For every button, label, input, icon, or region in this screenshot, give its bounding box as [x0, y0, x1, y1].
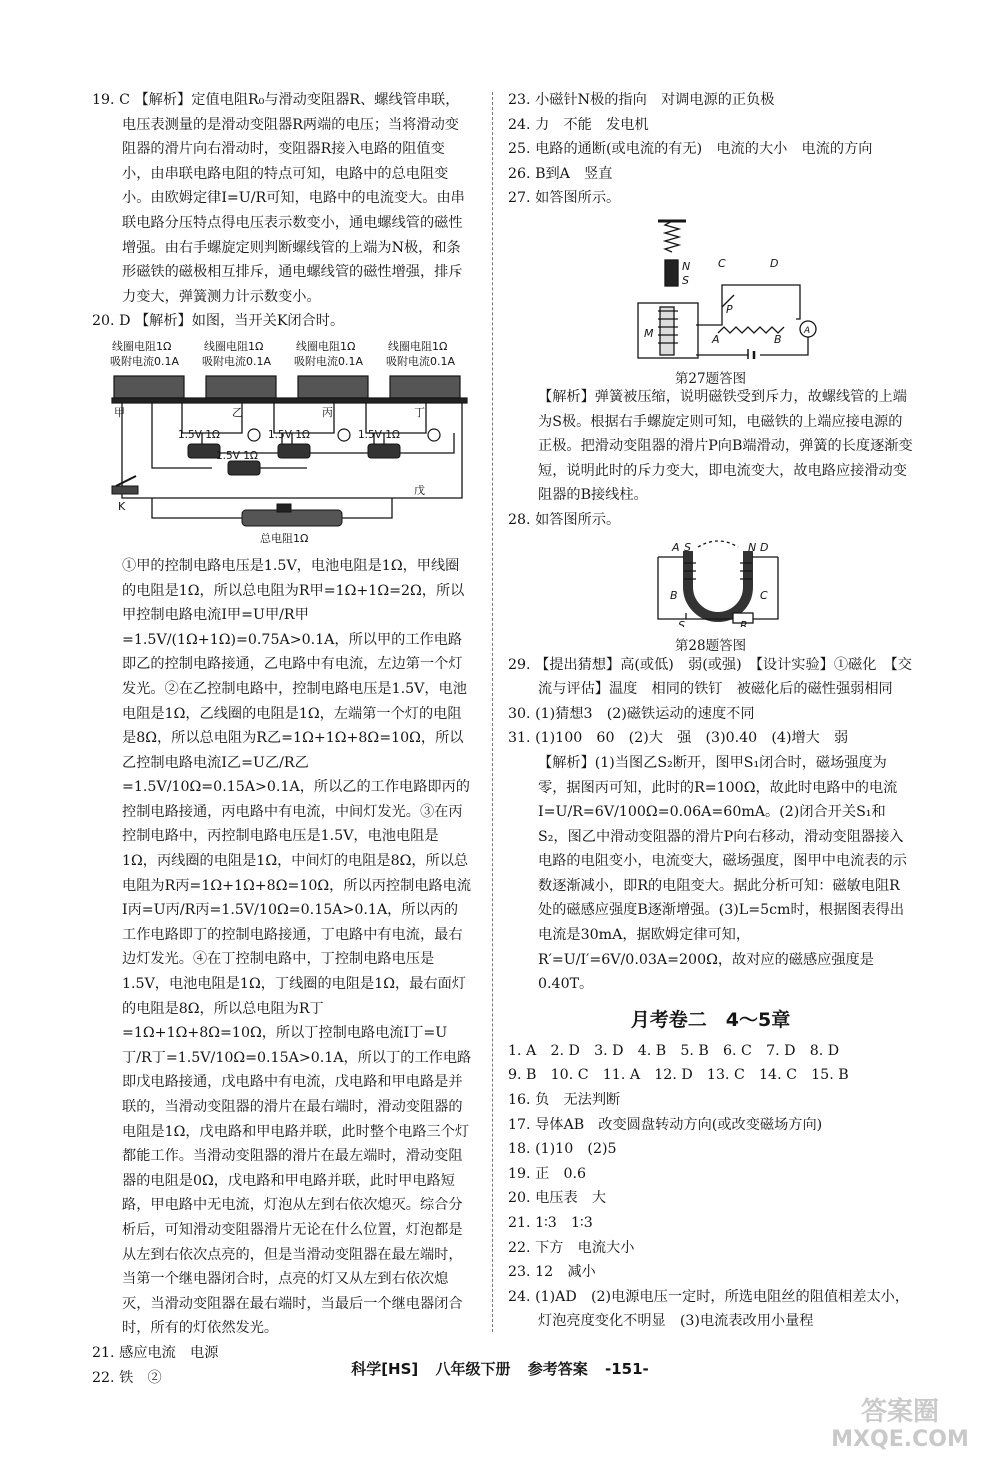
battery-label-3: 1.5V 1Ω [358, 428, 400, 441]
answer-27: 27. 如答图所示。 [508, 190, 621, 207]
answer-27-analysis: 【解析】弹簧被压缩，说明磁铁受到斥力，故螺线管的上端为S极。根据右手螺旋定则可知，电磁铁的上端应接电源的正极。把滑动变阻器的滑片P向B端滑动，弹簧的长度逐渐变短，说明此时的斥力变大，即电流变大，故电路应接滑动变阻器的B接线柱。 [538, 388, 913, 504]
answer-25: 25. 电路的通断(或电流的有无) 电流的大小 电流的方向 [508, 141, 873, 158]
answer-20-head: 20. D 【解析】如图，当开关K闭合时。 [92, 313, 345, 330]
answer-s2-21: 21. 1∶3 1∶3 [508, 1215, 593, 1231]
answer-29: 29. 【提出猜想】高(或低) 弱(或强) 【设计实验】①磁化 【交流与评估】温度 相同的铁钉 被磁化后的磁性强弱相同 [508, 656, 912, 698]
answer-31-analysis: 【解析】(1)当图乙S₂断开，图甲S₁闭合时，磁场强度为零，据图丙可知，此时的R=100Ω，故此时电路中的电流I=U/R=6V/100Ω=0.06A=60mA。(2)闭合开关S₁和S₂，图乙中滑动变阻器的滑片P向右移动，滑动变阻器接入电路的电阻变小，电流变大，磁场强度，图甲中电流表的示数逐渐减小，即R的电阻变大。据此分析可知：磁敏电阻R处的磁感应强度B逐渐增强。(3)L=5cm时，根据图表得出电流是30mA，据欧姆定律可知，R′=U/I′=6V/0.03A=200Ω，故对应的磁感应强度是0.40T。 [538, 754, 907, 993]
coil-label-3: 线圈电阻1Ω [296, 339, 356, 353]
fig27-label-s: S [682, 273, 689, 287]
circuit-name-jia: 甲 [114, 405, 125, 419]
fig27-label-b: B [774, 332, 782, 346]
coil-label-2: 线圈电阻1Ω [204, 339, 264, 353]
current-label-3: 吸附电流0.1A [294, 354, 364, 368]
footer-type: 参考答案 [527, 1360, 588, 1378]
battery-label-4: 1.5V 1Ω [216, 449, 258, 462]
fig28-label-c: C [760, 588, 768, 602]
left-column [92, 88, 472, 1390]
answer-s2-23: 23. 12 减小 [508, 1264, 596, 1281]
answer-26: 26. B到A 竖直 [508, 165, 613, 182]
current-label-1: 吸附电流0.1A [110, 354, 180, 368]
footer-page-number: -151- [605, 1360, 649, 1378]
answer-31: 31. (1)100 60 (2)大 强 (3)0.40 (4)增大 弱 [508, 730, 849, 747]
answer-28: 28. 如答图所示。 [508, 511, 621, 528]
answer-20-explanation: ①甲的控制电路电压是1.5V，电池电阻是1Ω，甲线圈的电阻是1Ω，所以总电阻为R甲=1Ω+1Ω=2Ω，所以甲控制电路电流I甲=U甲/R甲=1.5V/(1Ω+1Ω)=0.75A>0.1A，所以甲的工作电路即乙的控制电路接通，乙电路中有电流，左边第一个灯发光。②在乙控制电路中，控制电路电压是1.5V，电池电阻是1Ω，乙线圈的电阻是1Ω，左端第一个灯的电阻是8Ω，所以总电阻为R乙=1Ω+1Ω+8Ω=10Ω，所以乙控制电路电流I乙=U乙/R乙=1.5V/10Ω=0.15A>0.1A，所以乙的工作电路即丙的控制电路接通，丙电路中有电流，中间灯发光。③在丙控制电路中，丙控制电路电压是1.5V，电池电阻是1Ω，丙线圈的电阻是1Ω，中间灯的电阻是8Ω，所以总电阻为R丙=1Ω+1Ω+8Ω=10Ω，所以丙控制电路电流I丙=U丙/R丙=1.5V/10Ω=0.15A>0.1A，所以丙的工作电路即丁的控制电路接通，丁电路中有电流，最右边灯发光。④在丁控制电路中，丁控制电路电压是1.5V，电池电阻是1Ω，丁线圈的电阻是1Ω，最右面灯的电阻是8Ω，所以总电阻为R丁=1Ω+1Ω+8Ω=10Ω，所以丁控制电路电流I丁=U丁/R丁=1.5V/10Ω=0.15A>0.1A，所以丁的工作电路即戊电路接通，戊电路中有电流，戊电路和甲电路是并联的，当滑动变阻器的滑片在最右端时，滑动变阻器的电阻是1Ω，戊电路和甲电路并联，此时整个电路三个灯都能工作。当滑动变阻器的滑片在最左端时，滑动变阻器的电阻是0Ω，戊电路和甲电路并联，此时甲电路短路，甲电路中无电流，灯泡从左到右依次熄灭。综合分析后，可知滑动变阻器滑片无论在什么位置，灯泡都是从左到右依次点亮的，但是当滑动变阻器在最左端时，当第一个继电器闭合时，点亮的灯又从左到右依次熄灭，当滑动变阻器在最右端时，当最后一个继电器闭合时，所有的灯依然发光。 [122, 557, 472, 1337]
circuit-name-yi: 乙 [232, 405, 243, 419]
answer-24: 24. 力 不能 发电机 [508, 116, 649, 133]
circuit-name-bing: 丙 [322, 405, 333, 419]
watermark-logo [820, 1392, 980, 1452]
fig28-label-n-pole: N [748, 540, 757, 554]
fig28-label-r: R [740, 618, 748, 627]
answer-s2-22: 22. 下方 电流大小 [508, 1239, 635, 1256]
answer-23: 23. 小磁针N极的指向 对调电源的正负极 [508, 92, 775, 108]
answer-22: 22. 铁 ② [92, 1369, 162, 1386]
mc-answers-1: 1. A 2. D 3. D 4. B 5. B 6. C 7. D 8. D [508, 1042, 840, 1059]
fig27-label-m: M [644, 326, 654, 340]
mc-answers-2: 9. B 10. C 11. A 12. D 13. C 14. C 15. B [508, 1067, 849, 1084]
current-label-4: 吸附电流0.1A [386, 354, 456, 368]
answer-19: 19. C 【解析】定值电阻R₀与滑动变阻器R、螺线管串联，电压表测量的是滑动变阻器R两端的电压；当将滑动变阻器的滑片向右滑动时，变阻器R接入电路的阻值变小，由串联电路电阻的特点可知，电路中的总电阻变小。由欧姆定律I=U/R可知，电路中的电流变大。由串联电路分压特点得电压表示数变小，通电螺线管的磁性增强。由右手螺旋定则判断螺线管的上端为N极，和条形磁铁的磁极相互排斥，通电螺线管的磁性增强，排斥力变大，弹簧测力计示数变小。 [92, 92, 465, 305]
answer-s2-24: 24. (1)AD (2)电源电压一定时，所选电阻丝的阻值相差太小，灯泡亮度变化不明显 (3)电流表改用小量程 [508, 1288, 910, 1330]
footer-grade: 八年级下册 [435, 1360, 511, 1378]
watermark-top: 答案圈 [860, 1397, 940, 1427]
footer-subject: 科学[HS] [351, 1360, 419, 1378]
fig28-label-a: A [672, 540, 680, 554]
fig27-label-d: D [770, 256, 779, 270]
fig27-label-a: A [712, 332, 720, 346]
fig27-label-c: C [718, 256, 726, 270]
battery-label-1: 1.5V 1Ω [178, 428, 220, 441]
figure-28 [508, 537, 913, 655]
relay-circuit-diagram [92, 338, 472, 550]
answer-30: 30. (1)猜想3 (2)磁铁运动的速度不同 [508, 705, 755, 722]
fig28-label-d: D [760, 540, 769, 554]
answer-s2-18: 18. (1)10 (2)5 [508, 1141, 617, 1158]
relay-circuit-figure [92, 338, 472, 550]
fig28-label-s-pole: S [684, 540, 691, 554]
fig28-label-switch: S [678, 618, 685, 627]
answer-s2-19: 19. 正 0.6 [508, 1165, 587, 1182]
figure-27 [508, 215, 913, 387]
answer-s2-20: 20. 电压表 大 [508, 1190, 607, 1207]
page-footer [0, 1358, 1000, 1379]
rheostat-label: 总电阻1Ω [260, 531, 309, 545]
circuit-name-wu: 戊 [414, 483, 425, 497]
switch-label: K [118, 499, 126, 513]
coil-label-1: 线圈电阻1Ω [112, 339, 172, 353]
electromagnet-circuit-diagram [508, 215, 913, 359]
fig27-label-ammeter: A [804, 325, 811, 336]
figure-27-caption: 第27题答图 [674, 370, 747, 387]
circuit-name-ding: 丁 [414, 405, 425, 419]
fig27-label-n: N [682, 259, 691, 273]
figure-28-caption: 第28题答图 [674, 638, 747, 655]
column-divider [492, 92, 493, 1332]
coil-label-4: 线圈电阻1Ω [388, 339, 448, 353]
answer-s2-16: 16. 负 无法判断 [508, 1092, 621, 1109]
answer-21: 21. 感应电流 电源 [92, 1344, 219, 1361]
u-magnet-circuit-diagram [508, 537, 913, 627]
fig28-label-b: B [670, 588, 678, 602]
answer-s2-17: 17. 导体AB 改变圆盘转动方向(或改变磁场方向) [508, 1116, 823, 1133]
current-label-2: 吸附电流0.1A [202, 354, 272, 368]
section-title: 月考卷二 4～5章 [630, 1008, 791, 1031]
battery-label-2: 1.5V 1Ω [268, 428, 310, 441]
watermark-bottom: MXQE.COM [831, 1427, 969, 1452]
fig27-label-p: P [726, 302, 733, 316]
right-column [508, 88, 913, 1334]
